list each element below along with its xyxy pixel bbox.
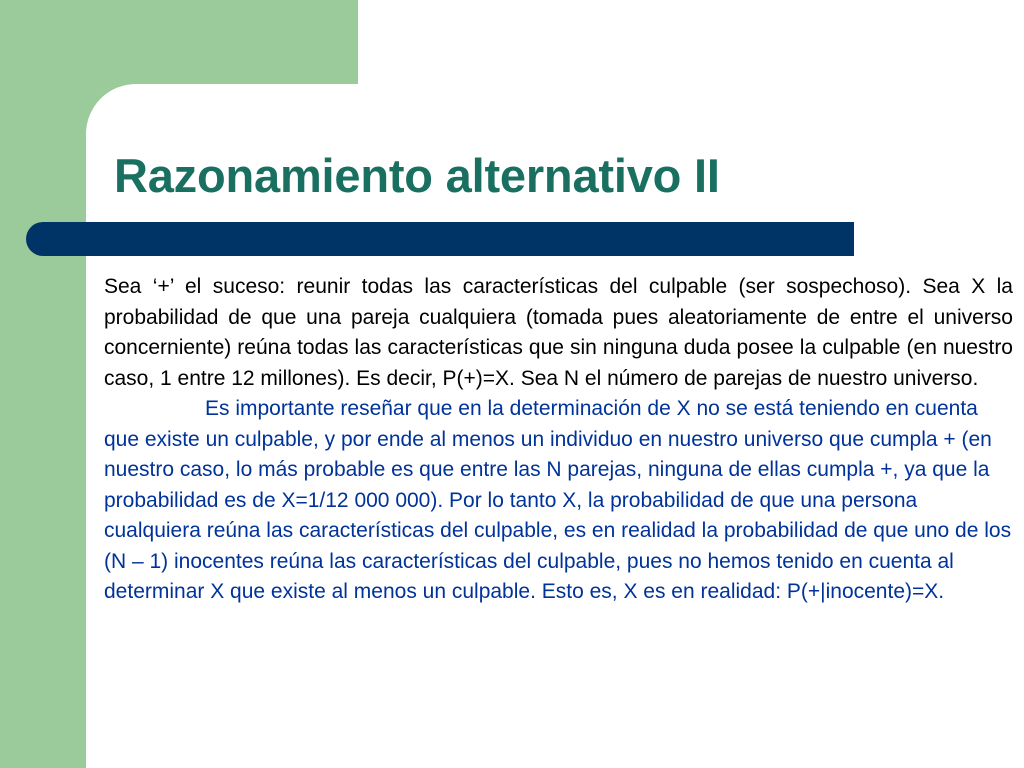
paragraph-explanation: Es importante reseñar que en la determinación de X no se está teniendo en cuenta que existe un culpable, y por ende al menos un individuo en nuestro universo que cumpla + (en nuestro caso, lo más probable es que entre las N parejas, ninguna de ellas cumpla +, ya que la probabilidad es de X=1/12 000 000). Por lo tanto X, la probabilidad de que una persona cualquiera reúna las características del culpable, es en realidad la probabilidad de que uno de los (N – 1) inocentes reúna las características del culpable, pues no hemos tenido en cuenta al determinar X que existe al menos un culpable. Esto es, X es en realidad: P(+|inocente)=X. xyxy=(104,397,1012,603)
paragraph-definition: Sea ‘+’ el suceso: reunir todas las características del culpable (ser sospechoso). Sea X la probabilidad de que una pareja cualquiera (tomada pues aleatoriamente de entre el universo concerniente) reúna todas las características que sin ninguna duda posee la culpable (en nuestro caso, 1 entre 12 millones). Es decir, P(+)=X. Sea N el número de parejas de nuestro universo. xyxy=(104,275,1013,390)
slide-title: Razonamiento alternativo II xyxy=(114,149,720,202)
slide-body xyxy=(104,272,1013,608)
title-underline-bar xyxy=(26,222,854,256)
